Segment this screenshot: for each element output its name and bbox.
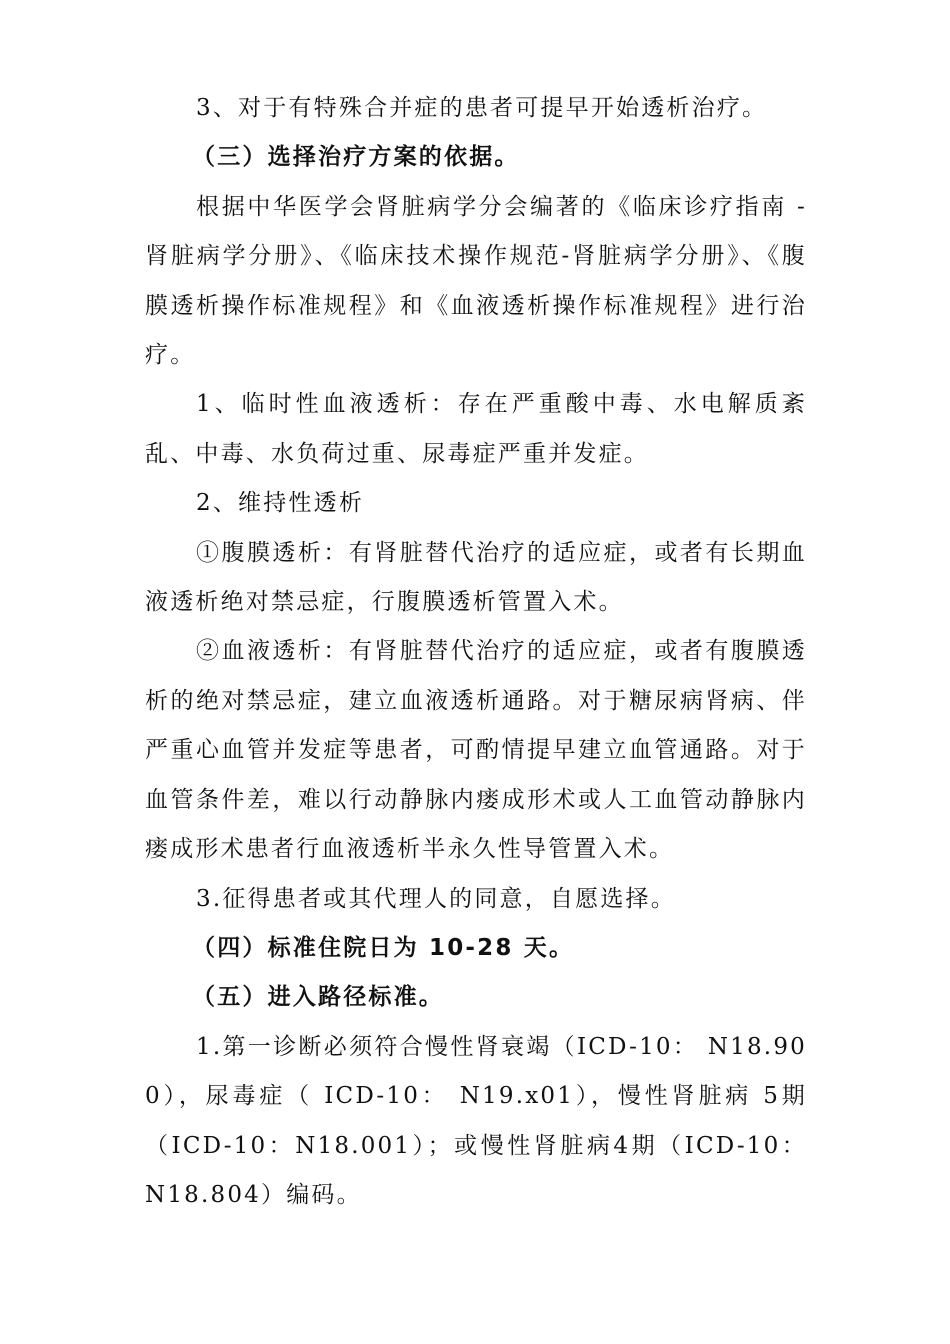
paragraph-item-1-temporary-hemodialysis: 1、临时性血液透析：存在严重酸中毒、水电解质紊乱、中毒、水负荷过重、尿毒症严重并发症。	[145, 391, 807, 467]
paragraph-item-3-early-dialysis: 3、对于有特殊合并症的患者可提早开始透析治疗。	[196, 95, 768, 121]
paragraph-item-2b-hemodialysis: ②血液透析：有肾脏替代治疗的适应症，或者有腹膜透析的绝对禁忌症，建立血液透析通路。对于糖尿病肾病、伴严重心血管并发症等患者，可酌情提早建立血管通路。对于血管条件差，难以行动静脉内瘘成形术或人工血管动静脉内瘘成形术患者行血液透析半永久性导管置入术。	[145, 638, 807, 863]
paragraph-item-2-maintenance-dialysis: 2、维持性透析	[196, 490, 365, 517]
section-heading-5: （五）进入路径标准。	[192, 984, 444, 1011]
paragraph-item-3-consent: 3.征得患者或其代理人的同意，自愿选择。	[196, 885, 676, 912]
document-body	[145, 84, 807, 1220]
paragraph-treatment-basis: 根据中华医学会肾脏病学分会编著的《临床诊疗指南 -肾脏病学分册》、《临床技术操作规范-肾脏病学分册》、《腹膜透析操作标准规程》和《血液透析操作标准规程》进行治疗。	[145, 193, 807, 369]
section-heading-3: （三）选择治疗方案的依据。	[192, 144, 520, 171]
section-heading-4: （四）标准住院日为 10-28 天。	[192, 934, 575, 961]
paragraph-item-5-1-diagnosis-codes: 1.第一诊断必须符合慢性肾衰竭（ICD-10： N18.900），尿毒症（ ICD-10： N19.x01），慢性肾脏病 5期（ICD-10：N18.001）；或慢性肾脏病4期（ICD-10：N18.804）编码。	[145, 1033, 807, 1208]
paragraph-item-2a-peritoneal-dialysis: ①腹膜透析：有肾脏替代治疗的适应症，或者有长期血液透析绝对禁忌症，行腹膜透析管置入术。	[145, 539, 807, 616]
